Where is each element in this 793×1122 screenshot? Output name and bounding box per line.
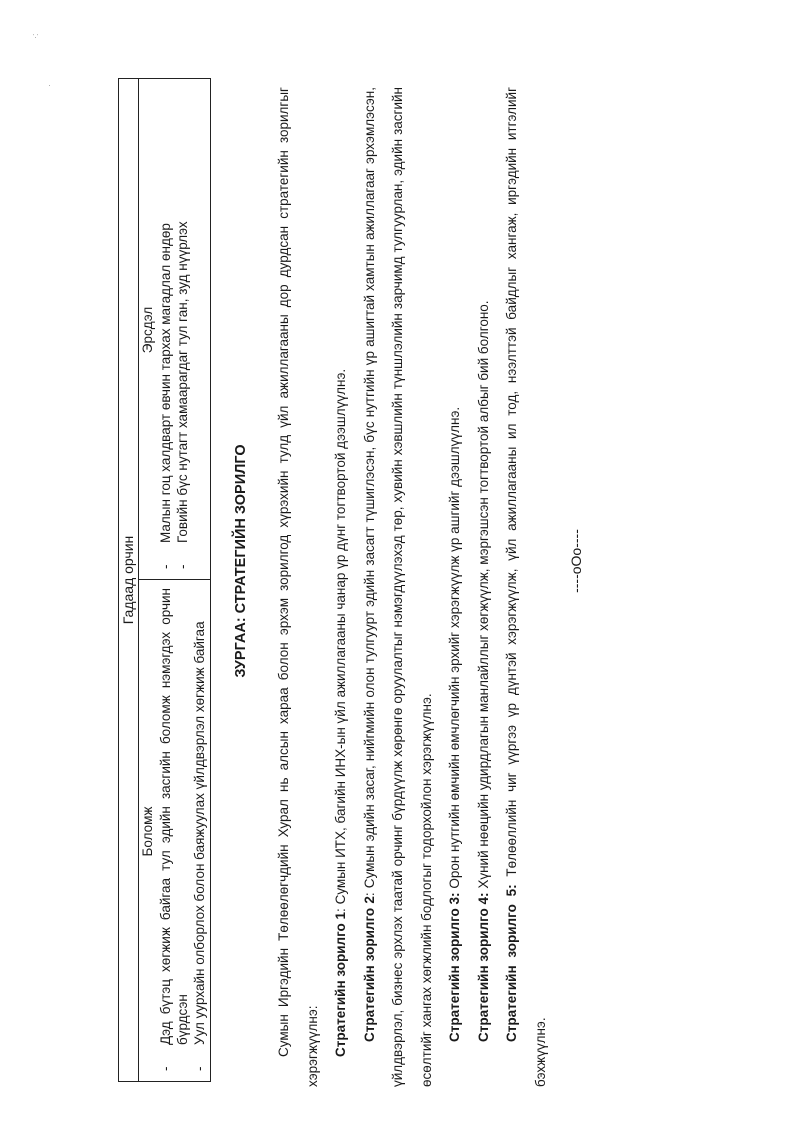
- scan-speck-icon: ·: [44, 84, 54, 87]
- list-item: - Дэд бүтэц хөгжиж байгаа тул эдийн засгийн боломж нэмэгдэх орчин бүрдсэн: [157, 588, 191, 1045]
- goal-text: : Сумын ИТХ, багийн ИНХ-ын үйл ажиллагааны чанар үр дүнг тогтвортой дээшлүүлнэ.: [333, 368, 348, 912]
- list-item: - Малын гоц халдварт өвчин тархах магадлал өндөр: [157, 87, 174, 543]
- goal-text: : Сумын эдийн засаг, нийгмийн олон тулгуурт эдийн засагт түшиглэсэн, бүс нутгийн үр ашигтай хамтын ажиллагааг эрхэмлэсэн, үйлдвэрлэл, бизнес эрхлэх таатай орчинг бүрдүүлж хөрөнгө оруулалтыг нэмэгдүүлэхэд төр, хувийн хэвшлийн түншлэлийн зарчимд тулгуурлан, эдийн засгийн өсөлтийг хангах хөгжлийн бодлогыг тодорхойлон хэрэгжүүлнэ.: [361, 87, 434, 1087]
- goal-text: Төлөөллийн чиг үүргээ үр дүнтэй хэрэгжүүлж, үйл ажиллагааны ил тод, нээлттэй байдлыг хангаж, иргэдийн итгэлийг бэхжүүлнэ.: [504, 87, 548, 1087]
- list-item: - Говийн бүс нутагт хамаарагдаг тул ган, зуд нүүрлэх: [174, 87, 191, 543]
- goal-text: Орон нутгийн өмчийн өмчлөгчийн эрхийг хэрэгжүүлж үр ашгийг дээшлүүлнэ.: [447, 406, 462, 893]
- goal-paragraph: [470, 87, 499, 1087]
- table-header: Гадаад орчин: [119, 79, 139, 1081]
- column-title: Боломж: [140, 806, 155, 857]
- list-item: - Уул уурхайн олборлох болон баяжуулах үйлдвэрлэл хөгжиж байгаа: [191, 588, 208, 1045]
- table-row: [139, 79, 210, 1081]
- goal-paragraph: [327, 87, 356, 1087]
- intro-paragraph: Сумын Иргэдийн Төлөөлөгчдийн Хурал нь алсын хараа болон эрхэм зорилгод хүрэхийн тулд үйл ажиллагааны дор дурдсан стратегийн зорилгыг хэрэгжүүлнэ:: [276, 87, 320, 1087]
- environment-table: [118, 78, 211, 1082]
- opportunities-column: [139, 580, 210, 1081]
- risks-column: [139, 79, 210, 580]
- goal-text: Хүний нөөцийн удирдлагын манлайллыг хөгжүүлж, мэргэшсэн тогтвортой албыг бий болгоно.: [475, 300, 491, 893]
- goal-label: Стратегийн зорилго 2: [361, 896, 377, 1042]
- column-title: Эрсдэл: [140, 306, 155, 354]
- goal-paragraph: [356, 87, 442, 1087]
- goal-label: Стратегийн зорилго 1: [333, 911, 348, 1057]
- goal-paragraph: [441, 87, 470, 1087]
- goal-label: Стратегийн зорилго 3:: [447, 892, 462, 1042]
- end-marker: ----oOo----: [568, 529, 584, 593]
- opportunities-list: [157, 588, 208, 1075]
- body-text: [270, 87, 555, 1087]
- goal-label: Стратегийн зорилго 5:: [504, 884, 519, 1042]
- risks-list: [157, 87, 191, 573]
- scan-speck-icon: ·:: [30, 33, 40, 39]
- goal-paragraph: [498, 87, 555, 1087]
- section-heading: ЗУРГАА: СТРАТЕГИЙН ЗОРИЛГО: [233, 444, 249, 678]
- goal-label: Стратегийн зорилго 4:: [475, 892, 491, 1042]
